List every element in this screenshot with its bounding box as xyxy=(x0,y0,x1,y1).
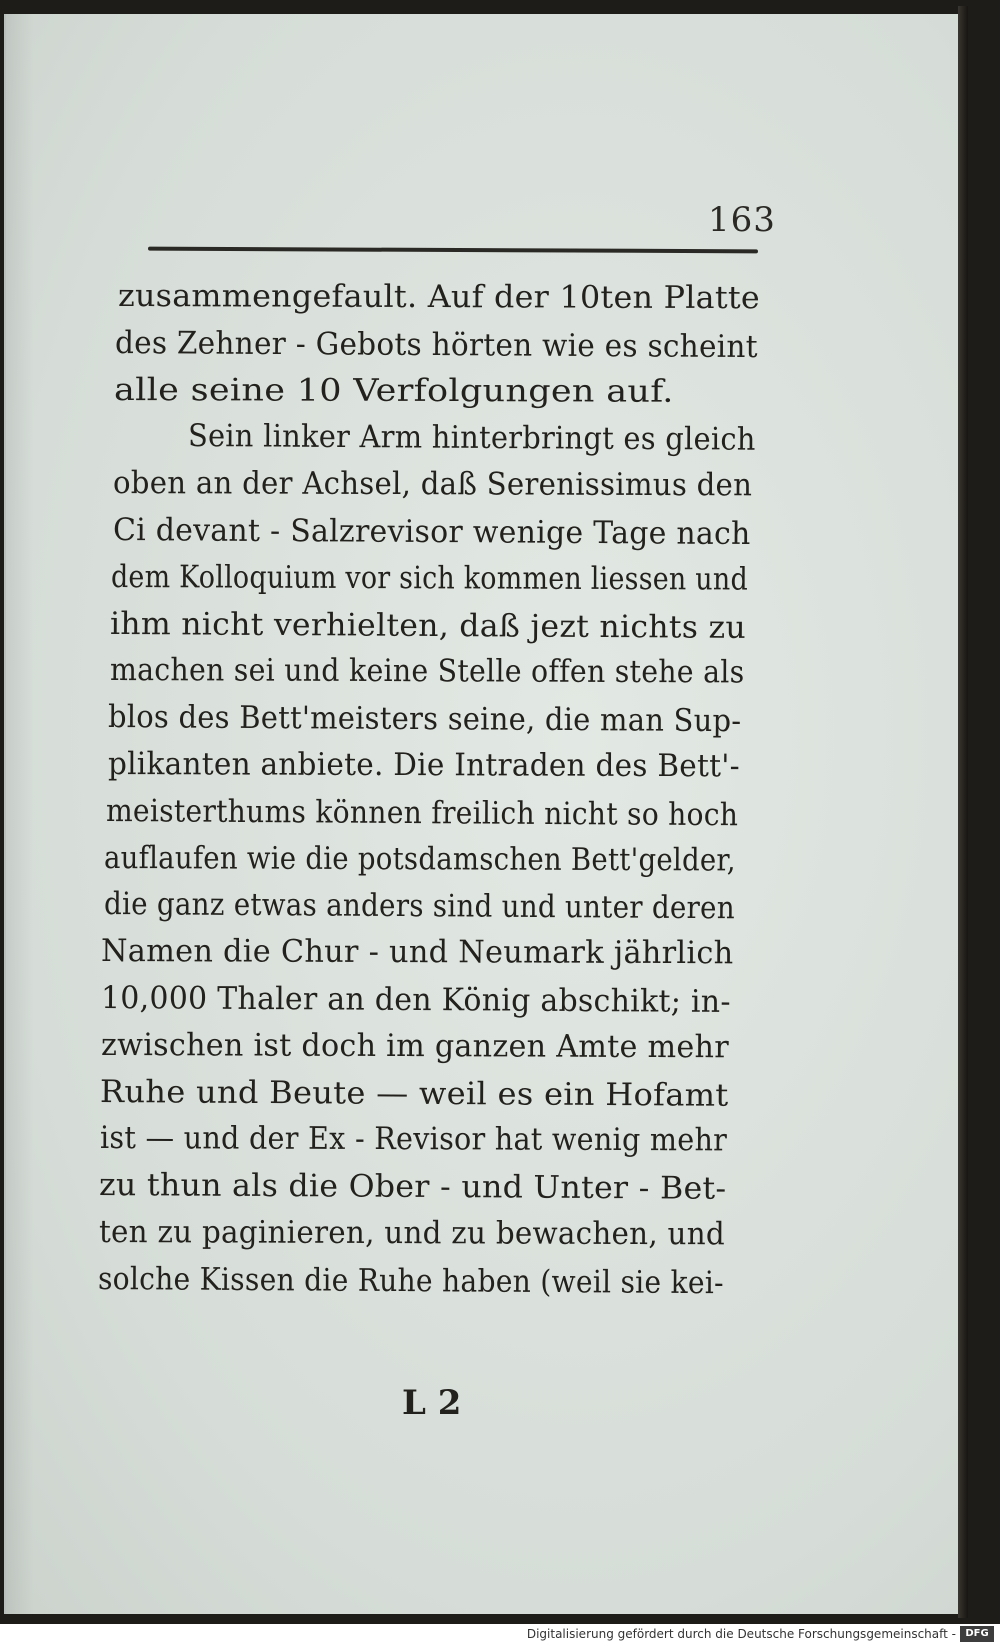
signature-mark: L 2 xyxy=(402,1383,462,1423)
text-line: ist — und der Ex - Revisor hat wenig mehr xyxy=(99,1120,728,1159)
text-line: Sein linker Arm hinterbringt es gleich xyxy=(187,418,756,459)
text-line: alle seine 10 Verfolgungen auf. xyxy=(113,371,674,410)
text-line: plikanten anbiete. Die Intraden des Bett'- xyxy=(107,746,740,785)
dfg-logo: DFG xyxy=(960,1626,994,1642)
text-line: machen sei und keine Stelle offen stehe als xyxy=(109,652,745,691)
text-line: auflaufen wie die potsdamschen Bett'gelder, xyxy=(103,839,736,879)
page-number: 163 xyxy=(708,200,776,240)
text-line: 10,000 Thaler an den König abschikt; in- xyxy=(100,980,731,1020)
text-line: zwischen ist doch im ganzen Amte mehr xyxy=(100,1026,729,1066)
text-line: Ruhe und Beute — weil es ein Hofamt xyxy=(99,1073,729,1114)
text-line: Ci devant - Salzrevisor wenige Tage nach xyxy=(112,512,751,553)
text-line: dem Kolloquium vor sich kommen liessen und xyxy=(110,558,748,598)
text-line: solche Kissen die Ruhe haben (weil sie kei- xyxy=(97,1260,724,1302)
text-line: die ganz etwas anders sind und unter deren xyxy=(103,886,735,927)
text-line: des Zehner - Gebots hörten wie es scheint xyxy=(114,324,758,365)
text-line: ihm nicht verhielten, daß jezt nichts zu xyxy=(109,605,747,646)
text-line: ten zu paginieren, und zu bewachen, und xyxy=(98,1214,726,1253)
page-edge xyxy=(958,6,968,1618)
text-line: oben an der Achsel, daß Serenissimus den xyxy=(112,465,753,504)
text-line: zu thun als die Ober - und Unter - Bet- xyxy=(98,1167,727,1207)
text-line: zusammengefault. Auf der 10ten Platte xyxy=(117,278,761,317)
text-line: blos des Bett'meisters seine, die man Sup- xyxy=(107,699,742,740)
footer-credit: Digitalisierung gefördert durch die Deutsche Forschungsgemeinschaft - xyxy=(526,1627,956,1641)
text-line: meisterthums können freilich nicht so hoch xyxy=(105,792,739,834)
text-line: Namen die Chur - und Neumark jährlich xyxy=(100,933,734,972)
